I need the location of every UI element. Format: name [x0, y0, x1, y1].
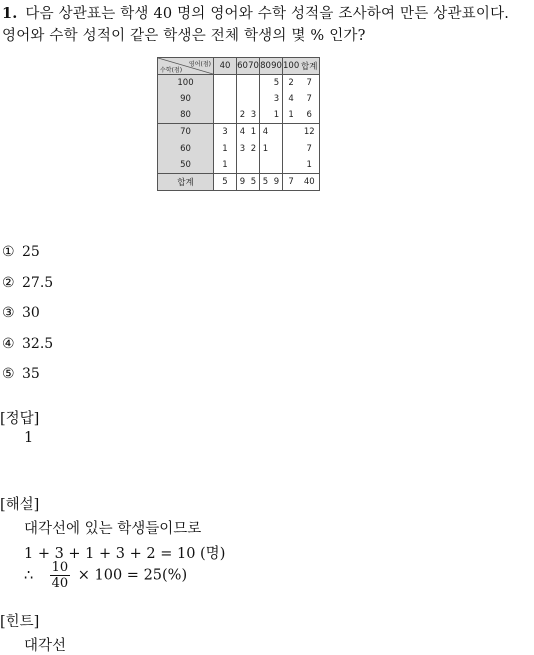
- choice-marker: ①: [2, 244, 15, 260]
- table-cell: 6: [299, 107, 320, 124]
- table-cell: 2: [237, 107, 249, 124]
- choice-marker: ③: [2, 305, 15, 321]
- table-cell: [237, 157, 249, 174]
- table-cell: [248, 91, 260, 107]
- table-cell: 4: [283, 91, 300, 107]
- choice-text: 30: [22, 305, 40, 321]
- explanation-line-1: 대각선에 있는 학생들이므로: [24, 521, 202, 537]
- row-header: 60: [158, 140, 214, 156]
- table-cell: 12: [299, 124, 320, 141]
- table-cell: [214, 91, 237, 107]
- table-cell: 5: [271, 75, 283, 92]
- question-line-2: 영어와 수학 성적이 같은 학생은 전체 학생의 몇 % 인가?: [2, 28, 366, 44]
- table-row: [158, 75, 320, 92]
- table-cell: [237, 75, 249, 92]
- col-header: 합계: [299, 58, 320, 75]
- table-cell: 1: [248, 124, 260, 141]
- explanation-line-2: 1 + 3 + 1 + 3 + 2 = 10 (명): [24, 546, 226, 562]
- hint-label: [힌트]: [0, 614, 40, 630]
- choice-3[interactable]: [2, 305, 40, 321]
- table-cell: 2: [283, 75, 300, 92]
- choice-text: 35: [22, 366, 40, 382]
- table-cell: 9: [237, 173, 249, 190]
- fraction: [50, 560, 71, 591]
- corner-bottom-label: 수학(점): [160, 67, 183, 75]
- table-row: [158, 124, 320, 141]
- table-cell: [283, 157, 300, 174]
- table-cell: [248, 75, 260, 92]
- question-text-1: 다음 상관표는 학생 40 명의 영어와 수학 성적을 조사하여 만든 상관표이다.: [25, 6, 510, 22]
- table-cell: 5: [214, 173, 237, 190]
- row-header: 합계: [158, 173, 214, 190]
- choice-1[interactable]: [2, 244, 40, 260]
- choice-2[interactable]: [2, 275, 53, 291]
- table-cell: [260, 91, 272, 107]
- table-row: [158, 107, 320, 124]
- table-total-row: [158, 173, 320, 190]
- explanation-line-3: [24, 560, 187, 591]
- table-cell: [214, 75, 237, 92]
- table-cell: [271, 140, 283, 156]
- table-cell: 1: [299, 157, 320, 174]
- choice-marker: ④: [2, 336, 15, 352]
- table-cell: 4: [237, 124, 249, 141]
- table-cell: 7: [299, 91, 320, 107]
- table-cell: [248, 157, 260, 174]
- table-cell: 1: [214, 140, 237, 156]
- table-cell: 1: [271, 107, 283, 124]
- table-cell: 2: [248, 140, 260, 156]
- table-cell: [271, 124, 283, 141]
- choice-text: 25: [22, 244, 40, 260]
- table-cell: [260, 75, 272, 92]
- explanation-label: [해설]: [0, 497, 40, 513]
- choice-marker: ②: [2, 275, 15, 291]
- col-header: 70: [248, 58, 260, 75]
- table-cell: 3: [271, 91, 283, 107]
- table-cell: 1: [214, 157, 237, 174]
- table-cell: [283, 140, 300, 156]
- question-line-1: [2, 2, 509, 23]
- col-header: 100: [283, 58, 300, 75]
- table-cell: 4: [260, 124, 272, 141]
- table-cell: 5: [248, 173, 260, 190]
- table-cell: 3: [214, 124, 237, 141]
- table-cell: 1: [260, 140, 272, 156]
- therefore-symbol: ∴: [24, 567, 34, 584]
- table-cell: 3: [237, 140, 249, 156]
- choice-text: 27.5: [22, 275, 54, 291]
- col-header: 80: [260, 58, 272, 75]
- table-cell: [260, 107, 272, 124]
- correlation-table: [157, 57, 320, 191]
- col-header: 40: [214, 58, 237, 75]
- fraction-numerator: 10: [51, 560, 69, 575]
- choice-5[interactable]: [2, 366, 40, 382]
- table-cell: 3: [248, 107, 260, 124]
- table-cell: [260, 157, 272, 174]
- row-header: 80: [158, 107, 214, 124]
- table-row: [158, 140, 320, 156]
- table-cell: 9: [271, 173, 283, 190]
- table-cell: 7: [299, 75, 320, 92]
- table-header-row: [158, 58, 320, 75]
- answer-label: [정답]: [0, 411, 40, 427]
- answer-value: 1: [24, 430, 34, 446]
- row-header: 50: [158, 157, 214, 174]
- col-header: 60: [237, 58, 249, 75]
- table-cell: 7: [283, 173, 300, 190]
- explanation-line-3-rest: × 100 = 25(%): [77, 567, 188, 584]
- row-header: 100: [158, 75, 214, 92]
- col-header: 90: [271, 58, 283, 75]
- table-cell: [271, 157, 283, 174]
- table-corner-cell: [158, 58, 214, 75]
- fraction-denominator: 40: [51, 576, 69, 591]
- table-cell: 5: [260, 173, 272, 190]
- row-header: 70: [158, 124, 214, 141]
- row-header: 90: [158, 91, 214, 107]
- table-cell: 40: [299, 173, 320, 190]
- question-number: 1.: [2, 5, 18, 22]
- table-cell: [237, 91, 249, 107]
- table-cell: [214, 107, 237, 124]
- hint-text: 대각선: [24, 638, 67, 654]
- choice-marker: ⑤: [2, 366, 15, 382]
- table-cell: [283, 124, 300, 141]
- table-cell: 1: [283, 107, 300, 124]
- corner-top-label: 영어(점): [188, 61, 211, 69]
- table-row: [158, 91, 320, 107]
- table-cell: 7: [299, 140, 320, 156]
- choice-text: 32.5: [22, 336, 54, 352]
- table-row: [158, 157, 320, 174]
- choice-4[interactable]: [2, 336, 53, 352]
